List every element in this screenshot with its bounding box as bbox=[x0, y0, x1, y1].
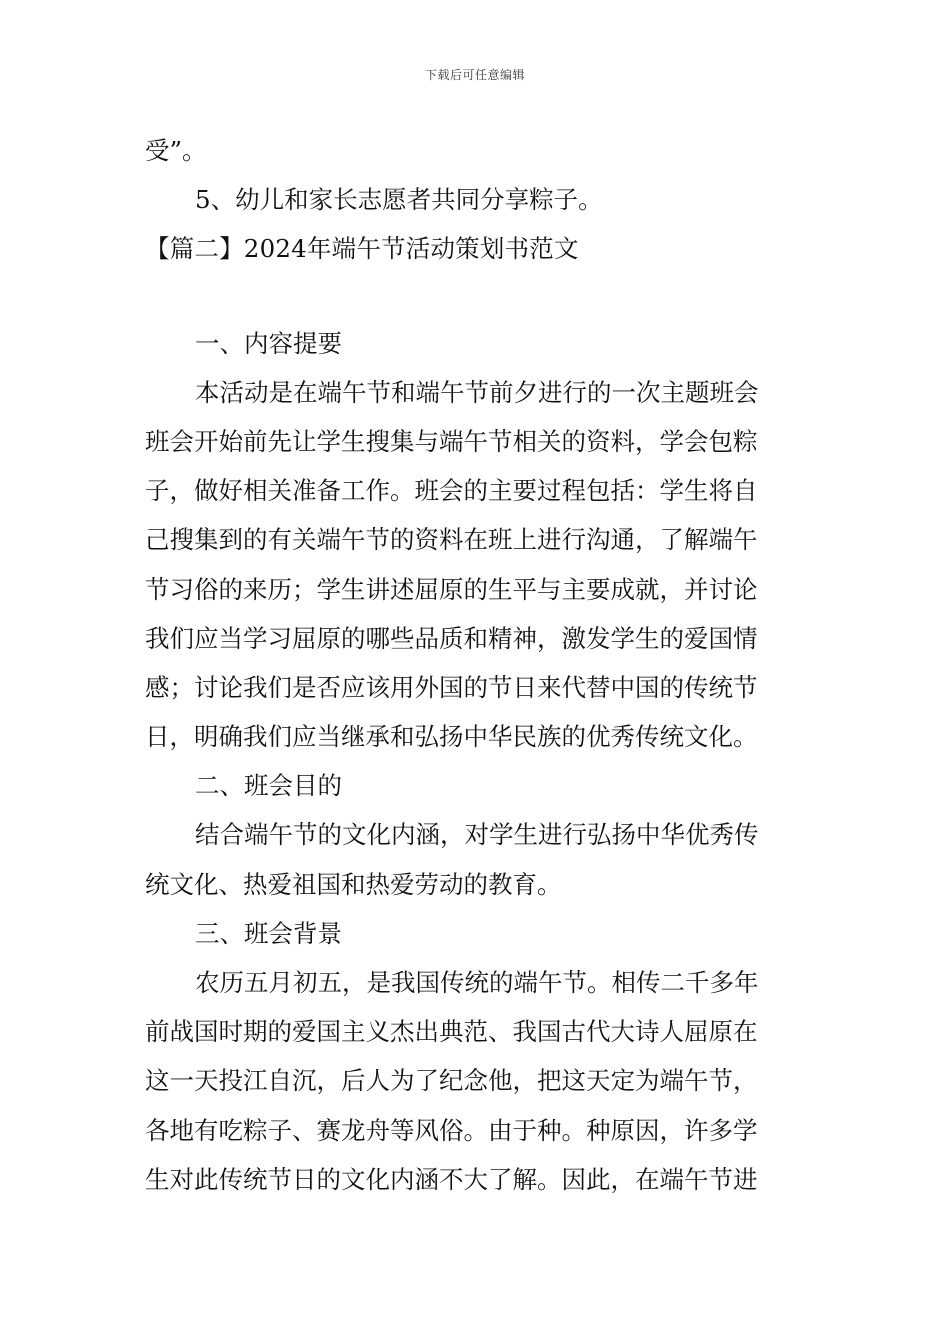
section-title: 【篇二】2024年端午节活动策划书范文 bbox=[145, 234, 579, 264]
section-heading: 三、班会背景 bbox=[195, 918, 342, 948]
list-item: 5、幼儿和家长志愿者共同分享粽子。 bbox=[195, 185, 603, 215]
paragraph-line: 农历五月初五，是我国传统的端午节。相传二千多年 bbox=[195, 968, 759, 997]
paragraph-line: 我们应当学习屈原的哪些品质和精神，激发学生的爱国情 bbox=[145, 623, 758, 653]
paragraph-line: 这一天投江自沉，后人为了纪念他，把这天定为端午节， bbox=[145, 1066, 758, 1096]
paragraph-line: 子，做好相关准备工作。班会的主要过程包括：学生将自 bbox=[145, 476, 758, 506]
page-header: 下载后可任意编辑 bbox=[424, 68, 525, 82]
section-heading: 一、内容提要 bbox=[195, 328, 342, 358]
blank-line bbox=[145, 274, 807, 319]
section-heading: 二、班会目的 bbox=[195, 771, 342, 801]
paragraph-line: 感；讨论我们是否应该用外国的节日来代替中国的传统节 bbox=[145, 672, 758, 702]
paragraph-line: 本活动是在端午节和端午节前夕进行的一次主题班会 bbox=[195, 377, 759, 407]
paragraph-line: 各地有吃粽子、赛龙舟等风俗。由于种。种原因，许多学 bbox=[145, 1115, 758, 1145]
paragraph-line: 日，明确我们应当继承和弘扬中华民族的优秀传统文化。 bbox=[145, 722, 758, 752]
paragraph-line: 受”。 bbox=[145, 136, 207, 165]
paragraph-line: 节习俗的来历；学生讲述屈原的生平与主要成就，并讨论 bbox=[145, 574, 758, 604]
paragraph-line: 生对此传统节日的文化内涵不大了解。因此，在端午节进 bbox=[145, 1164, 758, 1194]
paragraph-line: 前战国时期的爱国主义杰出典范、我国古代大诗人屈原在 bbox=[145, 1017, 758, 1047]
paragraph-line: 结合端午节的文化内涵，对学生进行弘扬中华优秀传 bbox=[195, 820, 759, 850]
paragraph-line: 统文化、热爱祖国和热爱劳动的教育。 bbox=[145, 869, 562, 899]
document-body bbox=[145, 126, 807, 1204]
paragraph-line: 己搜集到的有关端午节的资料在班上进行沟通，了解端午 bbox=[145, 525, 758, 555]
paragraph-line: 班会开始前先让学生搜集与端午节相关的资料，学会包粽 bbox=[145, 426, 758, 456]
